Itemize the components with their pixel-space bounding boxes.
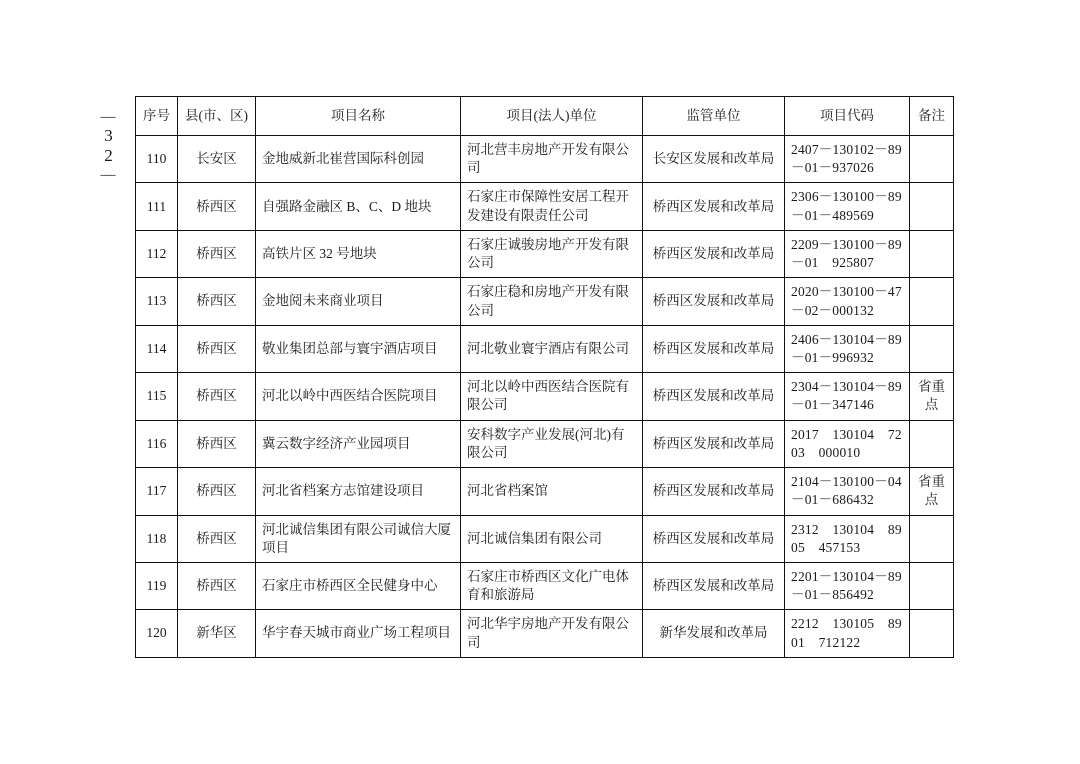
cell-district: 桥西区 xyxy=(178,562,256,609)
cell-project-entity: 石家庄诚骏房地产开发有限公司 xyxy=(461,230,643,277)
column-header-district: 县(市、区) xyxy=(178,97,256,136)
cell-project-code: 2104－130100－04－01－686432 xyxy=(785,468,910,515)
cell-project-entity: 河北华宇房地产开发有限公司 xyxy=(461,610,643,657)
page-number-marker xyxy=(88,110,128,182)
cell-project-code: 2306－130100－89－01－489569 xyxy=(785,183,910,230)
cell-project-name: 华宇春天城市商业广场工程项目 xyxy=(256,610,461,657)
cell-district: 桥西区 xyxy=(178,230,256,277)
cell-project-name: 自强路金融区 B、C、D 地块 xyxy=(256,183,461,230)
cell-remark xyxy=(910,562,954,609)
cell-district: 桥西区 xyxy=(178,183,256,230)
cell-project-code: 2312 130104 89 05 457153 xyxy=(785,515,910,562)
cell-supervisor: 桥西区发展和改革局 xyxy=(643,278,785,325)
table-body xyxy=(136,136,954,658)
cell-project-code: 2406－130104－89－01－996932 xyxy=(785,325,910,372)
cell-remark xyxy=(910,610,954,657)
table-row xyxy=(136,515,954,562)
cell-supervisor: 长安区发展和改革局 xyxy=(643,136,785,183)
cell-district: 桥西区 xyxy=(178,420,256,467)
cell-supervisor: 桥西区发展和改革局 xyxy=(643,562,785,609)
cell-remark xyxy=(910,230,954,277)
column-header-project-code: 项目代码 xyxy=(785,97,910,136)
cell-district: 桥西区 xyxy=(178,373,256,420)
cell-project-name: 河北省档案方志馆建设项目 xyxy=(256,468,461,515)
cell-project-entity: 石家庄市保障性安居工程开发建设有限责任公司 xyxy=(461,183,643,230)
cell-project-code: 2212 130105 89 01 712122 xyxy=(785,610,910,657)
cell-project-entity: 河北省档案馆 xyxy=(461,468,643,515)
column-header-project-name: 项目名称 xyxy=(256,97,461,136)
cell-district: 新华区 xyxy=(178,610,256,657)
cell-project-entity: 石家庄稳和房地产开发有限公司 xyxy=(461,278,643,325)
cell-index: 120 xyxy=(136,610,178,657)
cell-remark xyxy=(910,325,954,372)
cell-project-code: 2407－130102－89－01－937026 xyxy=(785,136,910,183)
cell-index: 111 xyxy=(136,183,178,230)
cell-supervisor: 桥西区发展和改革局 xyxy=(643,230,785,277)
cell-remark: 省重点 xyxy=(910,468,954,515)
cell-district: 桥西区 xyxy=(178,515,256,562)
page-number: 32 xyxy=(99,126,118,166)
page-marker-dash-bottom: — xyxy=(100,167,116,183)
cell-project-name: 敬业集团总部与寰宇酒店项目 xyxy=(256,325,461,372)
cell-remark xyxy=(910,183,954,230)
cell-district: 桥西区 xyxy=(178,325,256,372)
cell-supervisor: 新华发展和改革局 xyxy=(643,610,785,657)
cell-project-name: 金地阅未来商业项目 xyxy=(256,278,461,325)
cell-supervisor: 桥西区发展和改革局 xyxy=(643,373,785,420)
table-row xyxy=(136,610,954,657)
table-row xyxy=(136,468,954,515)
cell-project-entity: 石家庄市桥西区文化广电体育和旅游局 xyxy=(461,562,643,609)
project-table xyxy=(135,96,954,658)
cell-remark: 省重点 xyxy=(910,373,954,420)
cell-project-name: 河北诚信集团有限公司诚信大厦项目 xyxy=(256,515,461,562)
cell-index: 116 xyxy=(136,420,178,467)
cell-project-code: 2020－130100－47－02－000132 xyxy=(785,278,910,325)
table-row xyxy=(136,420,954,467)
cell-index: 112 xyxy=(136,230,178,277)
cell-remark xyxy=(910,515,954,562)
cell-index: 119 xyxy=(136,562,178,609)
cell-remark xyxy=(910,136,954,183)
cell-project-entity: 安科数字产业发展(河北)有限公司 xyxy=(461,420,643,467)
cell-supervisor: 桥西区发展和改革局 xyxy=(643,325,785,372)
cell-project-entity: 河北敬业寰宇酒店有限公司 xyxy=(461,325,643,372)
table-header-row xyxy=(136,97,954,136)
cell-index: 118 xyxy=(136,515,178,562)
cell-project-code: 2201－130104－89－01－856492 xyxy=(785,562,910,609)
cell-project-code: 2017 130104 72 03 000010 xyxy=(785,420,910,467)
table-row xyxy=(136,325,954,372)
cell-supervisor: 桥西区发展和改革局 xyxy=(643,515,785,562)
cell-index: 114 xyxy=(136,325,178,372)
cell-district: 长安区 xyxy=(178,136,256,183)
cell-index: 113 xyxy=(136,278,178,325)
column-header-project-entity: 项目(法人)单位 xyxy=(461,97,643,136)
cell-index: 110 xyxy=(136,136,178,183)
cell-project-name: 石家庄市桥西区全民健身中心 xyxy=(256,562,461,609)
table-row xyxy=(136,230,954,277)
cell-project-code: 2209－130100－89－01 925807 xyxy=(785,230,910,277)
cell-district: 桥西区 xyxy=(178,278,256,325)
cell-project-entity: 河北以岭中西医结合医院有限公司 xyxy=(461,373,643,420)
page-marker-dash-top: — xyxy=(100,109,116,125)
cell-supervisor: 桥西区发展和改革局 xyxy=(643,420,785,467)
cell-district: 桥西区 xyxy=(178,468,256,515)
cell-supervisor: 桥西区发展和改革局 xyxy=(643,468,785,515)
table-row xyxy=(136,562,954,609)
cell-index: 115 xyxy=(136,373,178,420)
table-row xyxy=(136,373,954,420)
cell-project-name: 冀云数字经济产业园项目 xyxy=(256,420,461,467)
table-row xyxy=(136,136,954,183)
cell-project-entity: 河北诚信集团有限公司 xyxy=(461,515,643,562)
cell-remark xyxy=(910,420,954,467)
table-row xyxy=(136,278,954,325)
cell-supervisor: 桥西区发展和改革局 xyxy=(643,183,785,230)
table-row xyxy=(136,183,954,230)
cell-project-name: 河北以岭中西医结合医院项目 xyxy=(256,373,461,420)
cell-remark xyxy=(910,278,954,325)
column-header-index: 序号 xyxy=(136,97,178,136)
cell-project-name: 金地威新北崔营国际科创园 xyxy=(256,136,461,183)
column-header-supervisor: 监管单位 xyxy=(643,97,785,136)
cell-project-code: 2304－130104－89－01－347146 xyxy=(785,373,910,420)
cell-index: 117 xyxy=(136,468,178,515)
column-header-remark: 备注 xyxy=(910,97,954,136)
cell-project-name: 高铁片区 32 号地块 xyxy=(256,230,461,277)
cell-project-entity: 河北营丰房地产开发有限公司 xyxy=(461,136,643,183)
